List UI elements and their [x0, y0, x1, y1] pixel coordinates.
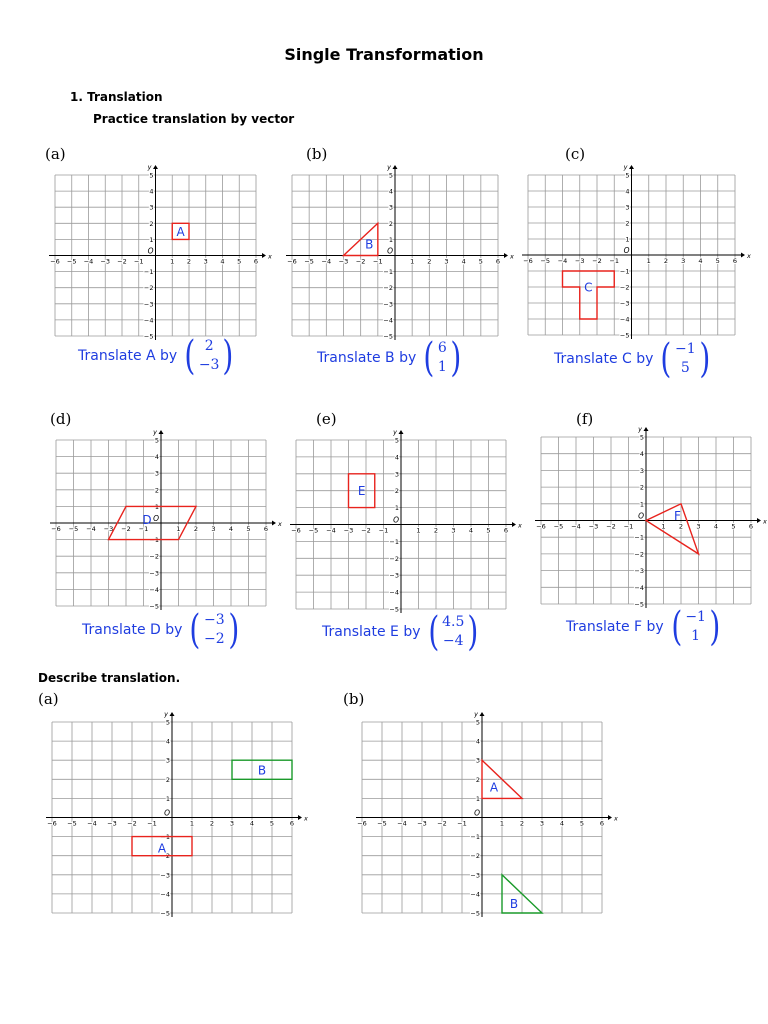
y-tick-label: −3	[383, 300, 393, 309]
x-tick-label: −3	[574, 257, 585, 265]
y-tick-label: −2	[149, 552, 159, 561]
x-tick-label: −5	[540, 257, 551, 265]
x-tick-label: −2	[606, 522, 616, 531]
x-tick-label: 5	[269, 819, 275, 828]
instruction-a	[78, 333, 236, 379]
part-label-a: (a)	[45, 145, 66, 163]
x-tick-label: 3	[203, 257, 208, 266]
y-tick-label: 5	[388, 171, 393, 180]
x-tick-label: 4	[228, 525, 234, 533]
section-subheading: Practice translation by vector	[93, 112, 295, 126]
coordinate-grid	[523, 163, 751, 340]
x-tick-label: −3	[100, 257, 111, 266]
grid-b	[287, 163, 514, 341]
y-tick-label: 3	[475, 756, 480, 765]
y-tick-label: 5	[154, 436, 159, 445]
x-tick-label: 6	[732, 257, 738, 265]
instruction-f	[566, 604, 723, 650]
y-tick-label: 4	[165, 737, 170, 746]
instruction-text: Translate D by	[82, 622, 183, 638]
x-tick-label: 6	[263, 525, 269, 533]
x-tick-label: −3	[107, 819, 117, 828]
x-arrow-icon	[608, 815, 612, 820]
x-tick-label: 2	[678, 522, 684, 531]
x-tick-label: 2	[427, 257, 432, 266]
vector-top: 4.5	[442, 614, 465, 630]
x-tick-label: −5	[68, 525, 79, 533]
x-tick-label: −6	[50, 257, 60, 266]
y-tick-label: −4	[383, 316, 393, 325]
y-tick-label: −1	[389, 537, 399, 546]
x-tick-label: −4	[87, 819, 97, 828]
y-tick-label: 3	[149, 203, 154, 212]
y-tick-label: −4	[619, 315, 630, 324]
origin-label: O	[638, 511, 644, 521]
shape-c	[563, 271, 615, 319]
x-arrow-icon	[512, 522, 516, 527]
section-heading-translation: 1. Translation	[70, 90, 163, 104]
x-tick-label: 2	[186, 257, 192, 266]
describe-label-a: (a)	[38, 690, 59, 708]
y-arrow-icon	[629, 165, 634, 169]
x-tick-label: 4	[249, 819, 255, 828]
shape-f	[646, 504, 699, 554]
shape-label: A	[489, 780, 499, 795]
y-tick-label: 5	[639, 433, 644, 442]
y-tick-label: 1	[625, 235, 630, 244]
y-tick-label: −2	[160, 852, 170, 861]
x-axis-label: x	[614, 814, 618, 823]
x-tick-label: −5	[67, 819, 77, 828]
coordinate-grid	[291, 428, 522, 614]
x-arrow-icon	[262, 253, 266, 258]
vector-bottom: 1	[691, 628, 701, 644]
y-tick-label: −5	[160, 909, 170, 918]
y-tick-label: 3	[388, 203, 393, 212]
y-axis-label: y	[638, 425, 642, 433]
y-axis-label: y	[153, 428, 157, 436]
x-tick-label: −1	[138, 525, 149, 533]
x-tick-label: 5	[237, 257, 242, 266]
grid-d	[51, 428, 282, 611]
y-tick-label: −1	[619, 267, 630, 276]
shape-label: B	[509, 896, 519, 911]
y-tick-label: −5	[634, 600, 644, 609]
y-tick-label: −2	[619, 283, 630, 292]
instruction-text: Translate B by	[317, 350, 417, 366]
y-tick-label: −4	[160, 890, 170, 899]
y-tick-label: −1	[143, 268, 154, 277]
x-tick-label: 2	[663, 257, 669, 265]
y-tick-label: −2	[389, 554, 399, 563]
vector-bottom: −2	[204, 631, 225, 647]
vector-top: −1	[685, 609, 706, 625]
y-tick-label: 1	[388, 235, 393, 244]
x-axis-label: x	[278, 520, 282, 528]
vector-top: 6	[437, 340, 447, 356]
x-tick-label: 5	[486, 526, 491, 535]
x-tick-label: 1	[170, 257, 175, 266]
y-tick-label: −2	[470, 852, 480, 861]
y-tick-label: −2	[143, 284, 154, 293]
shape-label: B	[365, 237, 374, 252]
shape-label: B	[257, 763, 267, 778]
origin-label: O	[153, 514, 159, 523]
origin-label: O	[474, 808, 480, 818]
y-axis-label: y	[387, 163, 391, 171]
x-tick-label: −6	[357, 819, 367, 828]
x-tick-label: −2	[592, 257, 602, 265]
vector-bottom: 1	[437, 359, 447, 375]
x-tick-label: −2	[121, 525, 131, 533]
y-tick-label: 2	[388, 219, 393, 228]
x-tick-label: −1	[133, 257, 144, 266]
shape-label: E	[357, 484, 366, 499]
y-tick-label: 4	[154, 453, 159, 462]
vector-top: −3	[204, 612, 225, 628]
x-tick-label: 5	[478, 257, 483, 266]
coordinate-grid	[50, 163, 272, 341]
shape-label: D	[142, 513, 152, 528]
y-tick-label: 2	[149, 219, 154, 228]
x-tick-label: 5	[579, 819, 585, 828]
describe-label-b: (b)	[343, 690, 365, 708]
y-tick-label: 2	[639, 483, 644, 492]
y-tick-label: 5	[149, 171, 154, 180]
part-label-e: (e)	[316, 410, 337, 428]
x-tick-label: −1	[378, 526, 389, 535]
coordinate-grid	[47, 710, 308, 918]
x-tick-label: 5	[715, 257, 720, 265]
x-tick-label: −5	[66, 257, 77, 266]
origin-label: O	[147, 246, 154, 256]
x-tick-label: 1	[410, 257, 415, 266]
x-tick-label: −5	[377, 819, 387, 828]
y-tick-label: −5	[470, 909, 480, 918]
x-tick-label: 3	[681, 257, 686, 265]
origin-label: O	[393, 515, 399, 525]
x-tick-label: 6	[289, 819, 295, 828]
x-arrow-icon	[504, 253, 508, 258]
y-tick-label: 4	[639, 450, 644, 459]
x-tick-label: 5	[731, 522, 736, 531]
y-tick-label: −4	[470, 890, 480, 899]
x-tick-label: 3	[451, 526, 456, 535]
vector-top: −1	[675, 341, 696, 357]
y-arrow-icon	[170, 712, 175, 716]
part-label-d: (d)	[50, 410, 72, 428]
x-tick-label: 2	[433, 526, 439, 535]
y-tick-label: −3	[149, 569, 159, 578]
y-tick-label: 1	[639, 500, 644, 509]
part-label-b: (b)	[306, 145, 328, 163]
y-tick-label: −5	[389, 605, 399, 614]
x-tick-label: −5	[304, 257, 314, 266]
part-label-c: (c)	[565, 145, 586, 163]
x-tick-label: 6	[503, 526, 509, 535]
x-tick-label: 4	[713, 522, 719, 531]
y-tick-label: −1	[470, 833, 480, 842]
x-tick-label: 3	[444, 257, 449, 266]
y-tick-label: 2	[154, 486, 159, 495]
y-tick-label: 3	[394, 470, 399, 479]
x-tick-label: −3	[343, 526, 354, 535]
x-tick-label: 1	[499, 819, 505, 828]
x-tick-label: −4	[326, 526, 336, 535]
y-tick-label: 4	[394, 453, 399, 462]
y-tick-label: 2	[394, 487, 399, 496]
x-tick-label: −2	[437, 819, 447, 828]
grid-describe-a	[47, 710, 308, 918]
x-tick-label: 2	[209, 819, 215, 828]
x-arrow-icon	[272, 521, 276, 526]
y-tick-label: 5	[475, 718, 480, 727]
x-tick-label: −6	[523, 257, 533, 265]
x-tick-label: 4	[559, 819, 565, 828]
x-tick-label: −6	[291, 526, 301, 535]
instruction-c	[554, 336, 712, 382]
section-heading-describe: Describe translation.	[38, 671, 181, 685]
x-axis-label: x	[510, 252, 514, 261]
x-tick-label: −1	[609, 257, 620, 265]
x-tick-label: −6	[536, 522, 546, 531]
y-axis-label: y	[147, 163, 152, 171]
x-tick-label: 6	[599, 819, 605, 828]
x-tick-label: −2	[117, 257, 127, 266]
y-tick-label: −1	[634, 533, 644, 542]
x-arrow-icon	[298, 815, 302, 820]
x-tick-label: −3	[338, 257, 349, 266]
vector: ( −1 1 )	[671, 604, 721, 650]
y-tick-label: −3	[634, 567, 644, 576]
y-arrow-icon	[644, 427, 649, 431]
y-arrow-icon	[159, 430, 164, 434]
y-axis-label: y	[623, 163, 628, 171]
grid-e	[291, 428, 522, 614]
vector: ( 4.5 −4 )	[427, 609, 479, 655]
vector-top: 2	[204, 338, 214, 354]
x-tick-label: 4	[461, 257, 466, 266]
x-tick-label: −2	[127, 819, 137, 828]
y-tick-label: 1	[475, 794, 480, 803]
y-arrow-icon	[480, 712, 485, 716]
instruction-text: Translate C by	[554, 351, 654, 367]
y-tick-label: 1	[149, 235, 154, 244]
grid-f	[536, 425, 767, 609]
y-tick-label: −3	[619, 299, 630, 308]
y-tick-label: −3	[160, 871, 170, 880]
origin-label: O	[387, 246, 393, 256]
y-tick-label: 2	[165, 775, 170, 784]
x-tick-label: −4	[321, 257, 332, 266]
x-tick-label: −1	[373, 257, 383, 266]
x-tick-label: 6	[495, 257, 501, 266]
instruction-text: Translate E by	[322, 624, 421, 640]
y-tick-label: −2	[634, 550, 644, 559]
shape-label: C	[584, 280, 593, 295]
x-tick-label: 2	[519, 819, 525, 828]
x-axis-label: x	[747, 252, 751, 260]
x-tick-label: −2	[361, 526, 371, 535]
grid-describe-b	[357, 710, 618, 918]
y-tick-label: 1	[154, 502, 159, 511]
x-tick-label: 3	[696, 522, 701, 531]
y-tick-label: 4	[475, 737, 480, 746]
x-tick-label: −5	[308, 526, 319, 535]
y-arrow-icon	[153, 165, 158, 169]
part-label-f: (f)	[576, 410, 594, 428]
y-tick-label: −4	[149, 585, 159, 594]
x-tick-label: 3	[211, 525, 216, 533]
y-tick-label: 3	[625, 203, 630, 212]
x-tick-label: 4	[468, 526, 474, 535]
vector: ( −1 5 )	[660, 336, 710, 382]
x-tick-label: −4	[397, 819, 407, 828]
coordinate-grid	[536, 425, 767, 609]
x-tick-label: −4	[86, 525, 96, 533]
x-tick-label: 1	[189, 819, 195, 828]
shape-label: A	[157, 841, 167, 856]
y-tick-label: −3	[470, 871, 480, 880]
vector: ( 2 −3 )	[184, 333, 234, 379]
y-tick-label: 1	[165, 794, 170, 803]
x-arrow-icon	[757, 518, 761, 523]
x-axis-label: x	[518, 521, 522, 530]
x-tick-label: 1	[176, 525, 181, 533]
coordinate-grid	[287, 163, 514, 341]
x-axis-label: x	[268, 252, 272, 261]
shape-label: F	[674, 508, 681, 523]
y-tick-label: 3	[639, 466, 644, 475]
y-tick-label: −3	[389, 571, 399, 580]
vector: ( −3 −2 )	[189, 607, 239, 653]
y-tick-label: 4	[388, 187, 393, 196]
x-tick-label: 1	[646, 257, 651, 265]
coordinate-grid	[51, 428, 282, 611]
x-tick-label: 6	[253, 257, 259, 266]
x-tick-label: −3	[103, 525, 114, 533]
y-tick-label: 5	[394, 436, 399, 445]
origin-label: O	[623, 246, 630, 255]
y-tick-label: −1	[160, 833, 170, 842]
y-tick-label: 3	[165, 756, 170, 765]
x-tick-label: −1	[457, 819, 467, 828]
vector-bottom: −4	[442, 633, 464, 649]
x-tick-label: 1	[416, 526, 421, 535]
y-tick-label: 5	[165, 718, 170, 727]
y-tick-label: 3	[154, 469, 159, 478]
x-tick-label: −1	[623, 522, 634, 531]
y-tick-label: 2	[475, 775, 480, 784]
vector: ( 6 1 )	[423, 335, 462, 381]
y-tick-label: −5	[383, 332, 393, 341]
x-tick-label: −6	[51, 525, 61, 533]
origin-label: O	[164, 808, 170, 818]
x-tick-label: −2	[355, 257, 366, 266]
y-tick-label: −1	[149, 536, 159, 545]
vector-bottom: 5	[680, 360, 690, 376]
y-tick-label: 1	[394, 504, 399, 513]
y-arrow-icon	[393, 165, 398, 169]
x-tick-label: −4	[571, 522, 581, 531]
vector-bottom: −3	[198, 357, 220, 373]
x-tick-label: −5	[553, 522, 564, 531]
grid-c	[523, 163, 751, 340]
x-tick-label: −3	[588, 522, 599, 531]
x-tick-label: 4	[220, 257, 225, 266]
x-tick-label: 6	[748, 522, 754, 531]
x-tick-label: 4	[698, 257, 703, 265]
shape-label: A	[176, 224, 185, 239]
coordinate-grid	[357, 710, 618, 918]
x-tick-label: 1	[661, 522, 666, 531]
x-tick-label: 3	[539, 819, 545, 828]
instruction-d	[82, 607, 241, 653]
y-tick-label: −4	[389, 588, 399, 597]
x-tick-label: −1	[147, 819, 157, 828]
y-axis-label: y	[474, 710, 478, 718]
x-tick-label: −3	[417, 819, 427, 828]
y-tick-label: −4	[143, 316, 154, 325]
x-arrow-icon	[741, 253, 745, 258]
y-tick-label: 5	[625, 171, 630, 180]
x-axis-label: x	[304, 814, 308, 823]
y-tick-label: −5	[149, 602, 159, 611]
x-tick-label: −6	[287, 257, 297, 266]
y-tick-label: −1	[383, 268, 393, 277]
instruction-text: Translate A by	[78, 348, 178, 364]
page-title: Single Transformation	[284, 45, 484, 64]
x-axis-label: x	[763, 517, 767, 526]
instruction-b	[317, 335, 463, 381]
y-tick-label: −3	[143, 300, 154, 309]
y-tick-label: 4	[625, 187, 630, 196]
x-tick-label: 5	[246, 525, 251, 533]
x-tick-label: −4	[557, 257, 568, 265]
y-tick-label: 4	[149, 187, 154, 196]
x-tick-label: 3	[229, 819, 235, 828]
instruction-text: Translate F by	[566, 619, 664, 635]
y-tick-label: −4	[634, 583, 644, 592]
y-tick-label: −2	[383, 284, 393, 293]
y-tick-label: −5	[143, 332, 154, 341]
y-tick-label: 2	[625, 219, 630, 228]
y-tick-label: −5	[619, 331, 630, 340]
x-tick-label: 2	[193, 525, 199, 533]
y-axis-label: y	[393, 428, 397, 436]
y-arrow-icon	[399, 430, 404, 434]
x-tick-label: −4	[83, 257, 94, 266]
y-axis-label: y	[164, 710, 168, 718]
x-tick-label: −6	[47, 819, 57, 828]
instruction-e	[322, 609, 481, 655]
grid-a	[50, 163, 272, 341]
